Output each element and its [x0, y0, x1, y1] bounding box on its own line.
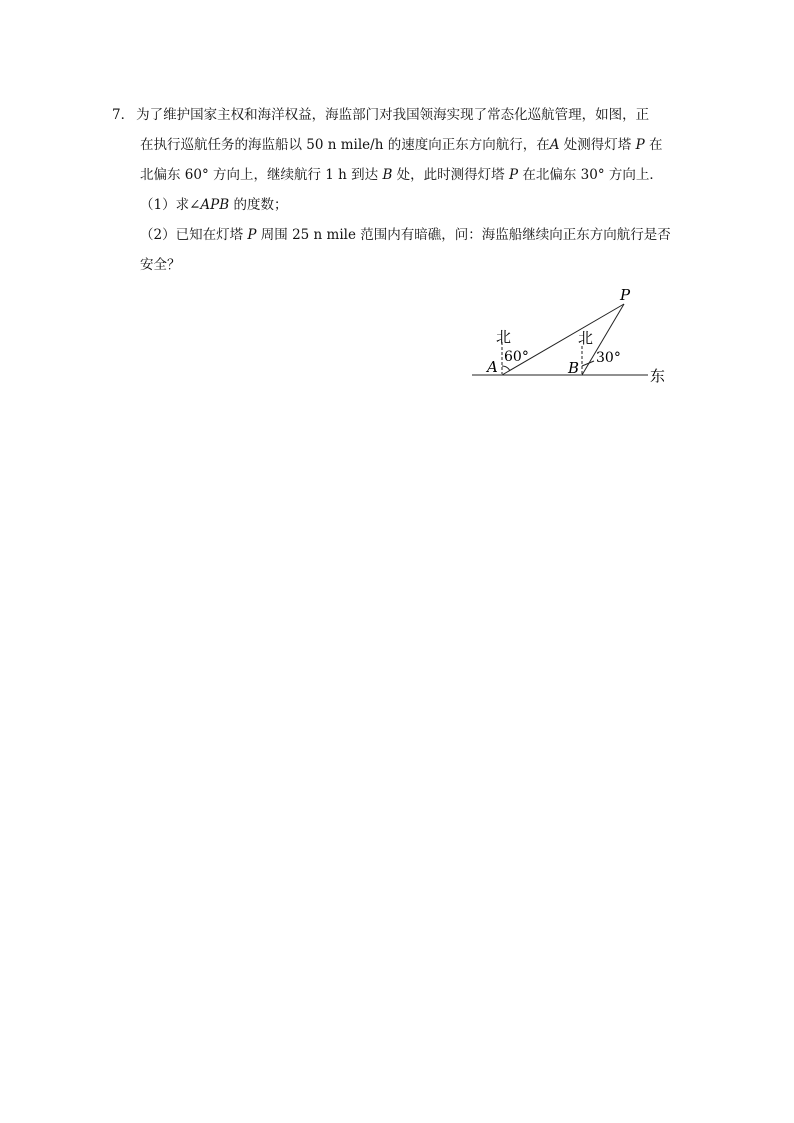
- text-segment: 在北偏东 30° 方向上．: [518, 167, 663, 183]
- text-segment: 安全？: [140, 257, 181, 273]
- label-P: P: [620, 286, 631, 304]
- figure-svg: [468, 282, 680, 390]
- east-label: 东: [650, 367, 666, 385]
- var-A: A: [549, 137, 560, 153]
- text-segment: 处测得灯塔: [559, 137, 636, 153]
- text-segment: 在: [644, 137, 663, 153]
- angle-label-B: 30°: [596, 350, 621, 366]
- question-2-continued: [112, 250, 682, 280]
- label-B: B: [568, 359, 580, 377]
- angle-label-A: 60°: [504, 349, 529, 365]
- label-A: A: [487, 358, 498, 376]
- angle-arc-A: [502, 366, 510, 371]
- var-B: B: [382, 167, 393, 183]
- problem-line-2: [112, 130, 682, 160]
- text-segment: 在执行巡航任务的海监船以 50 n mile/h 的速度向正东方向航行，在: [140, 137, 550, 153]
- question-1: [112, 190, 682, 220]
- problem-line-3: [112, 160, 682, 190]
- problem-7: [112, 100, 682, 280]
- text-segment: 处，此时测得灯塔: [392, 167, 509, 183]
- var-P: P: [508, 167, 519, 183]
- question-2: [112, 220, 682, 250]
- var-APB: APB: [200, 197, 230, 213]
- problem-line-1: [112, 100, 682, 130]
- text-segment: 周围 25 n mile 范围内有暗礁，问：海监船继续向正东方向航行是否: [256, 227, 671, 243]
- text-segment: （1）求∠: [140, 197, 201, 213]
- geometry-figure: [468, 282, 680, 390]
- north-label-B: 北: [578, 329, 594, 347]
- text-segment: 的度数；: [229, 197, 288, 213]
- problem-number: 7．: [112, 107, 135, 123]
- var-P: P: [635, 137, 645, 153]
- text-segment: 北偏东 60° 方向上，继续航行 1 h 到达: [140, 167, 383, 183]
- north-label-A: 北: [496, 328, 512, 346]
- text-segment: （2）已知在灯塔: [140, 227, 248, 243]
- var-P: P: [247, 227, 257, 243]
- problem-text-line1: 为了维护国家主权和海洋权益，海监部门对我国领海实现了常态化巡航管理，如图，正: [136, 107, 650, 123]
